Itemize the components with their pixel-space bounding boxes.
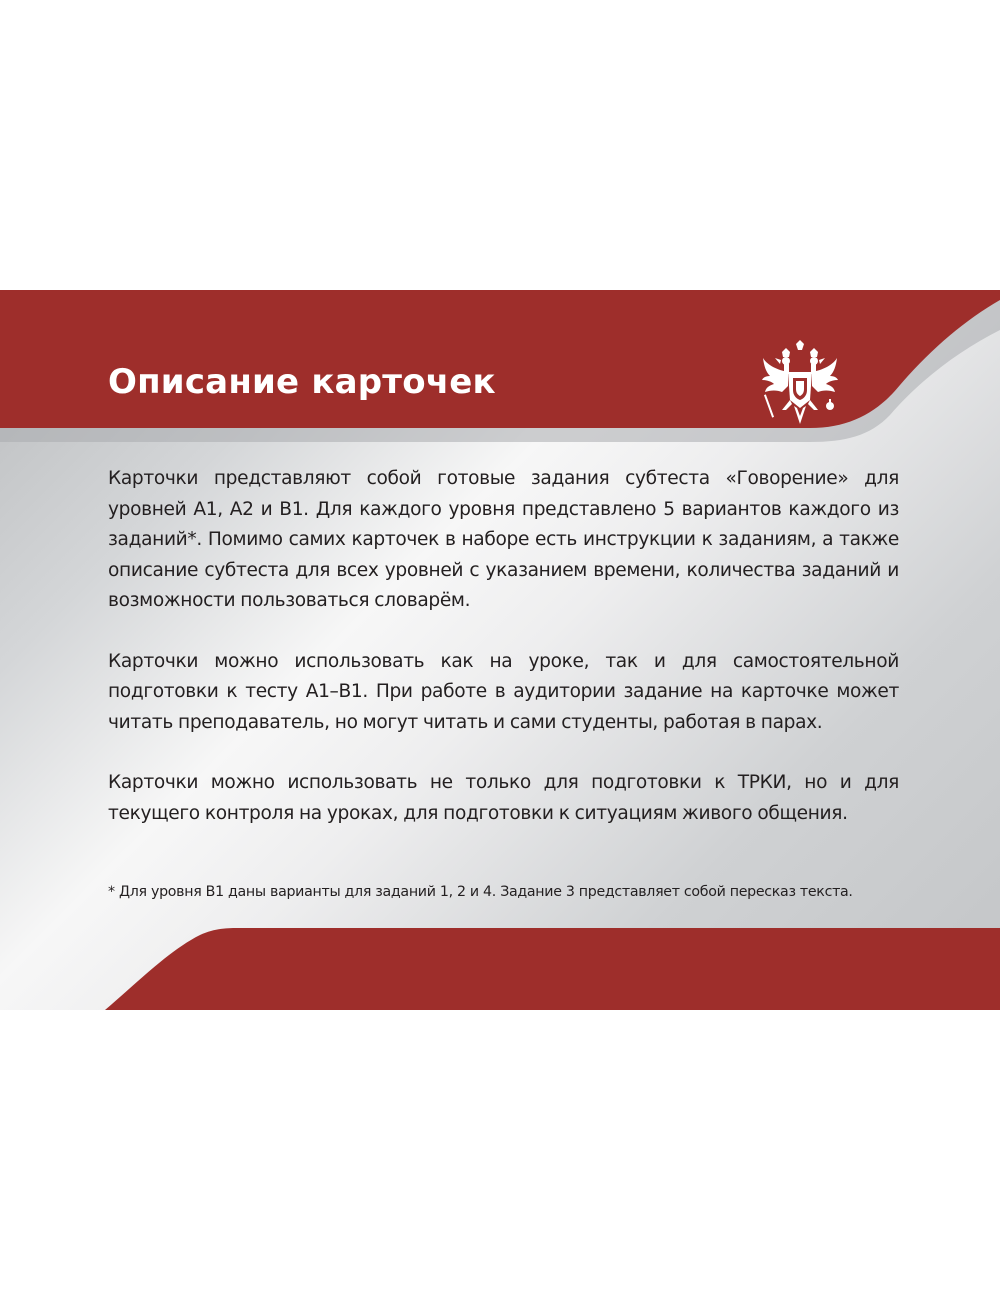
double-headed-eagle-icon (760, 340, 840, 428)
footnote: * Для уровня В1 даны варианты для заданий 1, 2 и 4. Задание 3 представляет собой пересказ текста. (108, 884, 853, 900)
description-text (108, 464, 899, 859)
paragraph-2: Карточки можно использовать как на уроке, так и для самостоятельной подготовки к тесту А1–В1. При работе в аудитории задание на карточке может читать преподаватель, но могут читать и сами студенты, работая в парах. (108, 650, 899, 733)
paragraph-3: Карточки можно использовать не только для подготовки к ТРКИ, но и для текущего контроля на уроках, для подготовки к ситуациям живого общения. (108, 772, 899, 824)
page-title: Описание карточек (108, 362, 496, 402)
paragraph-1: Карточки представляют собой готовые задания субтеста «Говорение» для уровней А1, А2 и В1. Для каждого уровня представлено 5 вариантов каждого из заданий*. Помимо самих карточек в наборе есть инструкции к заданиям, а также описание субтеста для всех уровней с указанием времени, количества заданий и возможности пользоваться словарём. (108, 468, 899, 611)
footer-banner (105, 928, 1000, 1010)
header-banner (0, 290, 1000, 428)
